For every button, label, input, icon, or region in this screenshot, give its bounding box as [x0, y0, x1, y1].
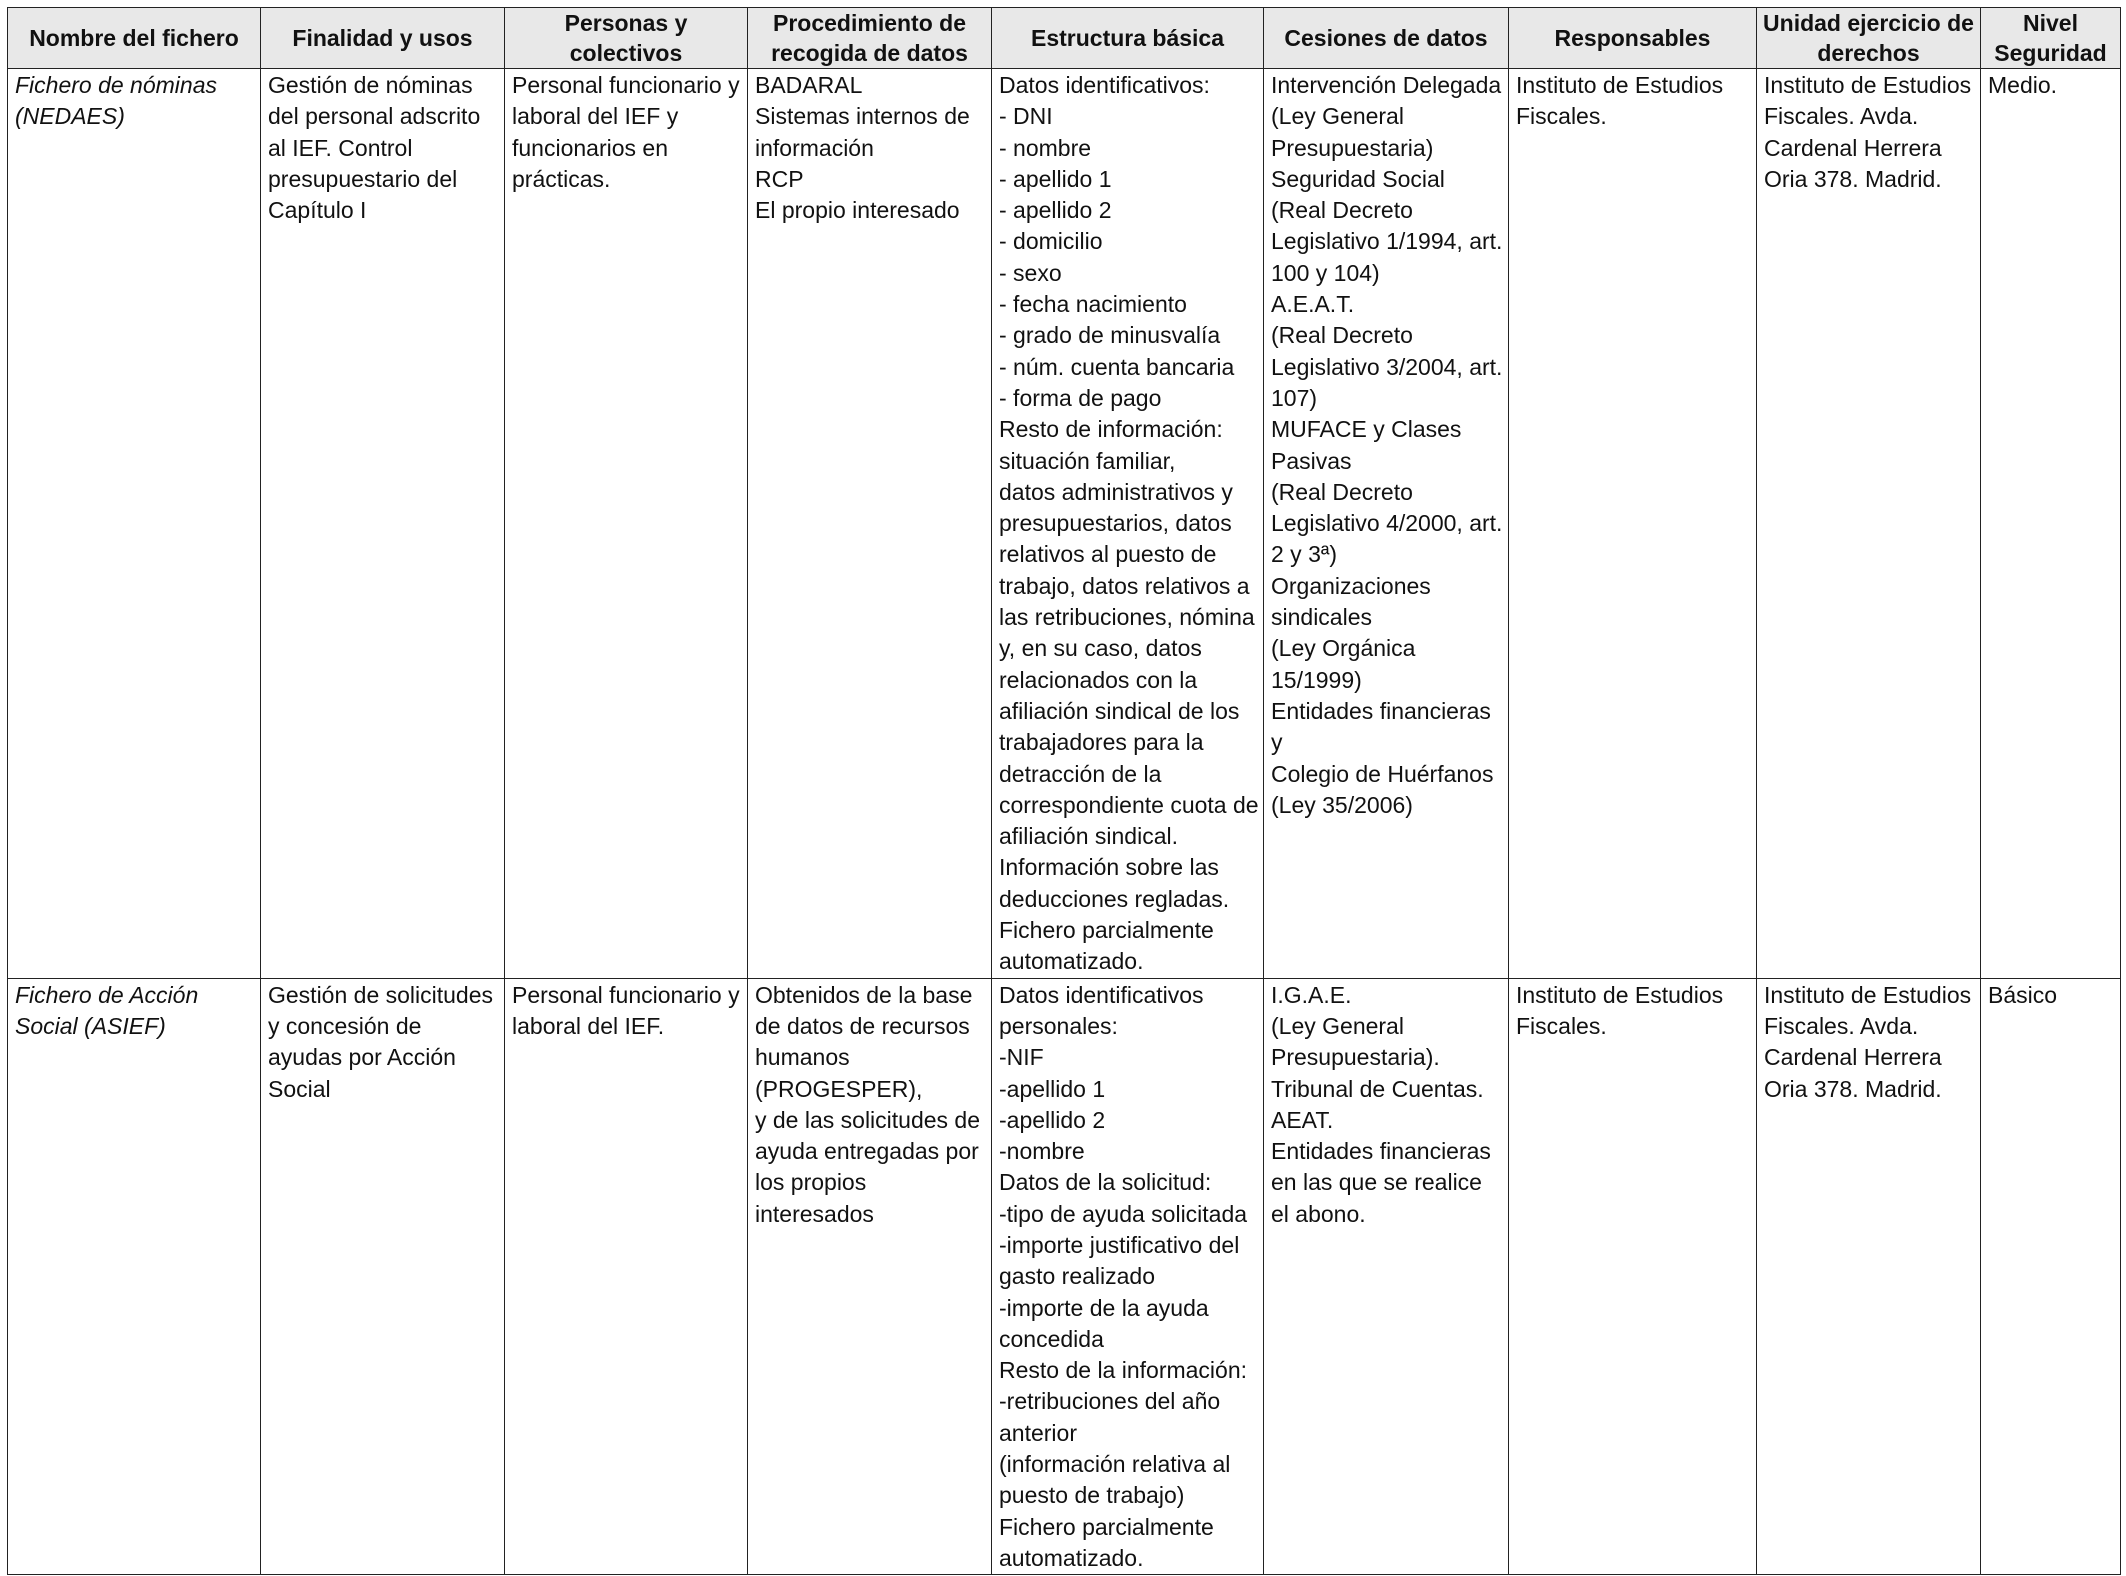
cell-text-line: Finalidad y usos — [292, 25, 473, 51]
file-name-cell — [8, 69, 261, 979]
cell-text-line: Instituto de Estudios — [1764, 981, 1972, 1008]
cell-text-line: trabajo, datos relativos a — [999, 572, 1250, 599]
cell-text-line: MUFACE y Clases — [1271, 416, 1462, 443]
cell-text-line: Obtenidos de la base — [755, 981, 973, 1008]
cell-text-line: - nombre — [999, 134, 1092, 161]
cell-text-line: Datos de la solicitud: — [999, 1169, 1212, 1196]
column-header — [748, 8, 992, 69]
cell-text-line: -NIF — [999, 1044, 1044, 1071]
cell-text-line: personales: — [999, 1012, 1118, 1039]
cell-text-line: Social (ASIEF) — [15, 1012, 166, 1039]
cell-text-line: (Real Decreto — [1271, 322, 1413, 349]
cell-text-line: AEAT. — [1271, 1106, 1334, 1133]
cell-text-line: recogida de datos — [771, 40, 968, 66]
table-row — [8, 978, 2121, 1575]
cell-text-line: y — [1271, 729, 1283, 756]
cell-text-line: - apellido 1 — [999, 165, 1112, 192]
cell-text-line: del personal adscrito — [268, 103, 481, 130]
cell-text-line: I.G.A.E. — [1271, 981, 1352, 1008]
cell-text-line: Personal funcionario y — [512, 981, 740, 1008]
collection-procedure-cell — [748, 978, 992, 1575]
cell-text-line: los propios — [755, 1169, 867, 1196]
purpose-cell — [261, 69, 505, 979]
cell-text-line: (Ley General — [1271, 1012, 1404, 1039]
cell-text-line: - apellido 2 — [999, 197, 1112, 224]
cell-text-line: 100 y 104) — [1271, 259, 1380, 286]
cell-text-line: Medio. — [1988, 72, 2058, 98]
cell-text-line: sindicales — [1271, 604, 1372, 631]
cell-text-line: -retribuciones del año — [999, 1388, 1221, 1415]
column-header — [1981, 8, 2121, 69]
cell-text-line: -importe de la ayuda — [999, 1294, 1209, 1321]
column-header — [1264, 8, 1509, 69]
cell-text-line: -tipo de ayuda solicitada — [999, 1200, 1248, 1227]
cell-text-line: ayudas por Acción — [268, 1044, 456, 1071]
cell-text-line: prácticas. — [512, 165, 611, 192]
cell-text-line: trabajadores para la — [999, 729, 1204, 756]
cell-text-line: relacionados con la — [999, 666, 1198, 693]
cell-text-line: Cesiones de datos — [1284, 25, 1488, 51]
basic-structure-cell — [992, 978, 1264, 1575]
cell-text-line: colectivos — [569, 40, 683, 66]
column-header — [1509, 8, 1757, 69]
cell-text-line: relativos al puesto de — [999, 541, 1217, 568]
cell-text-line: Legislativo 3/2004, art. — [1271, 353, 1503, 380]
responsible-cell — [1509, 978, 1757, 1575]
cell-text-line: y de las solicitudes de — [755, 1106, 981, 1133]
cell-text-line: Fiscales. Avda. — [1764, 103, 1919, 130]
security-level-cell — [1981, 978, 2121, 1575]
cell-text-line: presupuestarios, datos — [999, 510, 1232, 537]
cell-text-line: Fichero de Acción — [15, 981, 199, 1008]
cell-text-line: anterior — [999, 1419, 1077, 1446]
cell-text-line: Resto de la información: — [999, 1357, 1248, 1384]
cell-text-line: - forma de pago — [999, 384, 1162, 411]
cell-text-line: Sistemas internos de — [755, 103, 970, 130]
cell-text-line: deducciones regladas. — [999, 885, 1230, 912]
file-name-cell — [8, 978, 261, 1575]
column-header — [261, 8, 505, 69]
cell-text-line: Entidades financieras — [1271, 697, 1491, 724]
cell-text-line: humanos — [755, 1044, 850, 1071]
cell-text-line: gasto realizado — [999, 1263, 1155, 1290]
cell-text-line: las retribuciones, nómina — [999, 604, 1255, 631]
cell-text-line: Responsables — [1554, 25, 1711, 51]
data-files-table — [7, 7, 2121, 1575]
security-level-cell — [1981, 69, 2121, 979]
cell-text-line: BADARAL — [755, 72, 863, 98]
responsible-cell — [1509, 69, 1757, 979]
collection-procedure-cell — [748, 69, 992, 979]
cell-text-line: Información sobre las — [999, 854, 1219, 881]
cell-text-line: de datos de recursos — [755, 1012, 970, 1039]
cell-text-line: funcionarios en — [512, 134, 668, 161]
cell-text-line: (información relativa al — [999, 1451, 1231, 1478]
cell-text-line: Fichero parcialmente — [999, 1513, 1214, 1540]
column-header — [1757, 8, 1981, 69]
data-transfers-cell — [1264, 69, 1509, 979]
table-header-row — [8, 8, 2121, 69]
cell-text-line: Presupuestaria). — [1271, 1044, 1440, 1071]
cell-text-line: y, en su caso, datos — [999, 635, 1202, 662]
cell-text-line: Instituto de Estudios — [1516, 981, 1724, 1008]
cell-text-line: (Real Decreto — [1271, 478, 1413, 505]
cell-text-line: Legislativo 4/2000, art. — [1271, 510, 1503, 537]
cell-text-line: Cardenal Herrera — [1764, 134, 1942, 161]
cell-text-line: Social — [268, 1075, 331, 1102]
cell-text-line: Personas y — [564, 10, 688, 36]
cell-text-line: - DNI — [999, 103, 1053, 130]
cell-text-line: automatizado. — [999, 948, 1144, 975]
cell-text-line: Seguridad Social — [1271, 165, 1445, 192]
cell-text-line: Procedimiento de — [773, 10, 966, 36]
cell-text-line: Resto de información: — [999, 416, 1223, 443]
cell-text-line: (Real Decreto — [1271, 197, 1413, 224]
cell-text-line: el abono. — [1271, 1200, 1366, 1227]
cell-text-line: Legislativo 1/1994, art. — [1271, 228, 1503, 255]
cell-text-line: Instituto de Estudios — [1764, 72, 1972, 98]
cell-text-line: Oria 378. Madrid. — [1764, 1075, 1942, 1102]
cell-text-line: - núm. cuenta bancaria — [999, 353, 1235, 380]
cell-text-line: -nombre — [999, 1138, 1085, 1165]
cell-text-line: situación familiar, — [999, 447, 1176, 474]
cell-text-line: laboral del IEF y — [512, 103, 679, 130]
table-row — [8, 69, 2121, 979]
cell-text-line: Cardenal Herrera — [1764, 1044, 1942, 1071]
cell-text-line: - domicilio — [999, 228, 1103, 255]
cell-text-line: Nombre del fichero — [29, 25, 239, 51]
cell-text-line: Gestión de nóminas — [268, 72, 473, 98]
purpose-cell — [261, 978, 505, 1575]
cell-text-line: Instituto de Estudios — [1516, 72, 1724, 98]
cell-text-line: Fiscales. Avda. — [1764, 1012, 1919, 1039]
cell-text-line: datos administrativos y — [999, 478, 1233, 505]
cell-text-line: correspondiente cuota de — [999, 791, 1259, 818]
cell-text-line: afiliación sindical de los — [999, 697, 1240, 724]
cell-text-line: presupuestario del — [268, 165, 458, 192]
cell-text-line: Oria 378. Madrid. — [1764, 165, 1942, 192]
cell-text-line: Entidades financieras — [1271, 1138, 1491, 1165]
cell-text-line: en las que se realice — [1271, 1169, 1482, 1196]
cell-text-line: Básico — [1988, 981, 2058, 1008]
cell-text-line: (Ley 35/2006) — [1271, 791, 1413, 818]
cell-text-line: Datos identificativos: — [999, 72, 1210, 98]
cell-text-line: Unidad ejercicio de — [1763, 10, 1974, 36]
column-header — [8, 8, 261, 69]
cell-text-line: y concesión de — [268, 1012, 422, 1039]
cell-text-line: automatizado. — [999, 1544, 1144, 1571]
cell-text-line: Organizaciones — [1271, 572, 1431, 599]
cell-text-line: Estructura básica — [1030, 25, 1225, 51]
cell-text-line: al IEF. Control — [268, 134, 413, 161]
cell-text-line: -importe justificativo del — [999, 1231, 1240, 1258]
persons-cell — [505, 69, 748, 979]
cell-text-line: (Ley Orgánica — [1271, 635, 1416, 662]
cell-text-line: puesto de trabajo) — [999, 1482, 1185, 1509]
persons-cell — [505, 978, 748, 1575]
cell-text-line: 2 y 3ª) — [1271, 541, 1338, 568]
cell-text-line: Fichero parcialmente — [999, 917, 1214, 944]
cell-text-line: Personal funcionario y — [512, 72, 740, 98]
cell-text-line: 15/1999) — [1271, 666, 1362, 693]
column-header — [992, 8, 1264, 69]
cell-text-line: Fiscales. — [1516, 1012, 1607, 1039]
cell-text-line: Gestión de solicitudes — [268, 981, 494, 1008]
cell-text-line: Seguridad — [1994, 40, 2107, 66]
cell-text-line: -apellido 2 — [999, 1106, 1106, 1133]
cell-text-line: 107) — [1271, 384, 1318, 411]
cell-text-line: Intervención Delegada — [1271, 72, 1502, 98]
data-transfers-cell — [1264, 978, 1509, 1575]
cell-text-line: RCP — [755, 165, 804, 192]
cell-text-line: laboral del IEF. — [512, 1012, 665, 1039]
cell-text-line: Tribunal de Cuentas. — [1271, 1075, 1484, 1102]
cell-text-line: Pasivas — [1271, 447, 1352, 474]
cell-text-line: A.E.A.T. — [1271, 291, 1355, 318]
cell-text-line: Colegio de Huérfanos — [1271, 760, 1494, 787]
cell-text-line: derechos — [1817, 40, 1920, 66]
cell-text-line: afiliación sindical. — [999, 823, 1178, 850]
cell-text-line: concedida — [999, 1325, 1104, 1352]
cell-text-line: ayuda entregadas por — [755, 1138, 979, 1165]
rights-unit-cell — [1757, 978, 1981, 1575]
rights-unit-cell — [1757, 69, 1981, 979]
cell-text-line: Presupuestaria) — [1271, 134, 1434, 161]
column-header — [505, 8, 748, 69]
cell-text-line: (Ley General — [1271, 103, 1404, 130]
cell-text-line: - sexo — [999, 259, 1062, 286]
cell-text-line: Fichero de nóminas — [15, 72, 217, 98]
cell-text-line: Nivel — [2023, 10, 2078, 36]
cell-text-line: información — [755, 134, 874, 161]
cell-text-line: -apellido 1 — [999, 1075, 1106, 1102]
cell-text-line: (NEDAES) — [15, 103, 125, 130]
cell-text-line: - fecha nacimiento — [999, 291, 1187, 318]
cell-text-line: interesados — [755, 1200, 874, 1227]
cell-text-line: (PROGESPER), — [755, 1075, 923, 1102]
cell-text-line: detracción de la — [999, 760, 1162, 787]
cell-text-line: Datos identificativos — [999, 981, 1204, 1008]
cell-text-line: Capítulo I — [268, 197, 367, 224]
cell-text-line: - grado de minusvalía — [999, 322, 1221, 349]
cell-text-line: El propio interesado — [755, 197, 960, 224]
basic-structure-cell — [992, 69, 1264, 979]
cell-text-line: Fiscales. — [1516, 103, 1607, 130]
